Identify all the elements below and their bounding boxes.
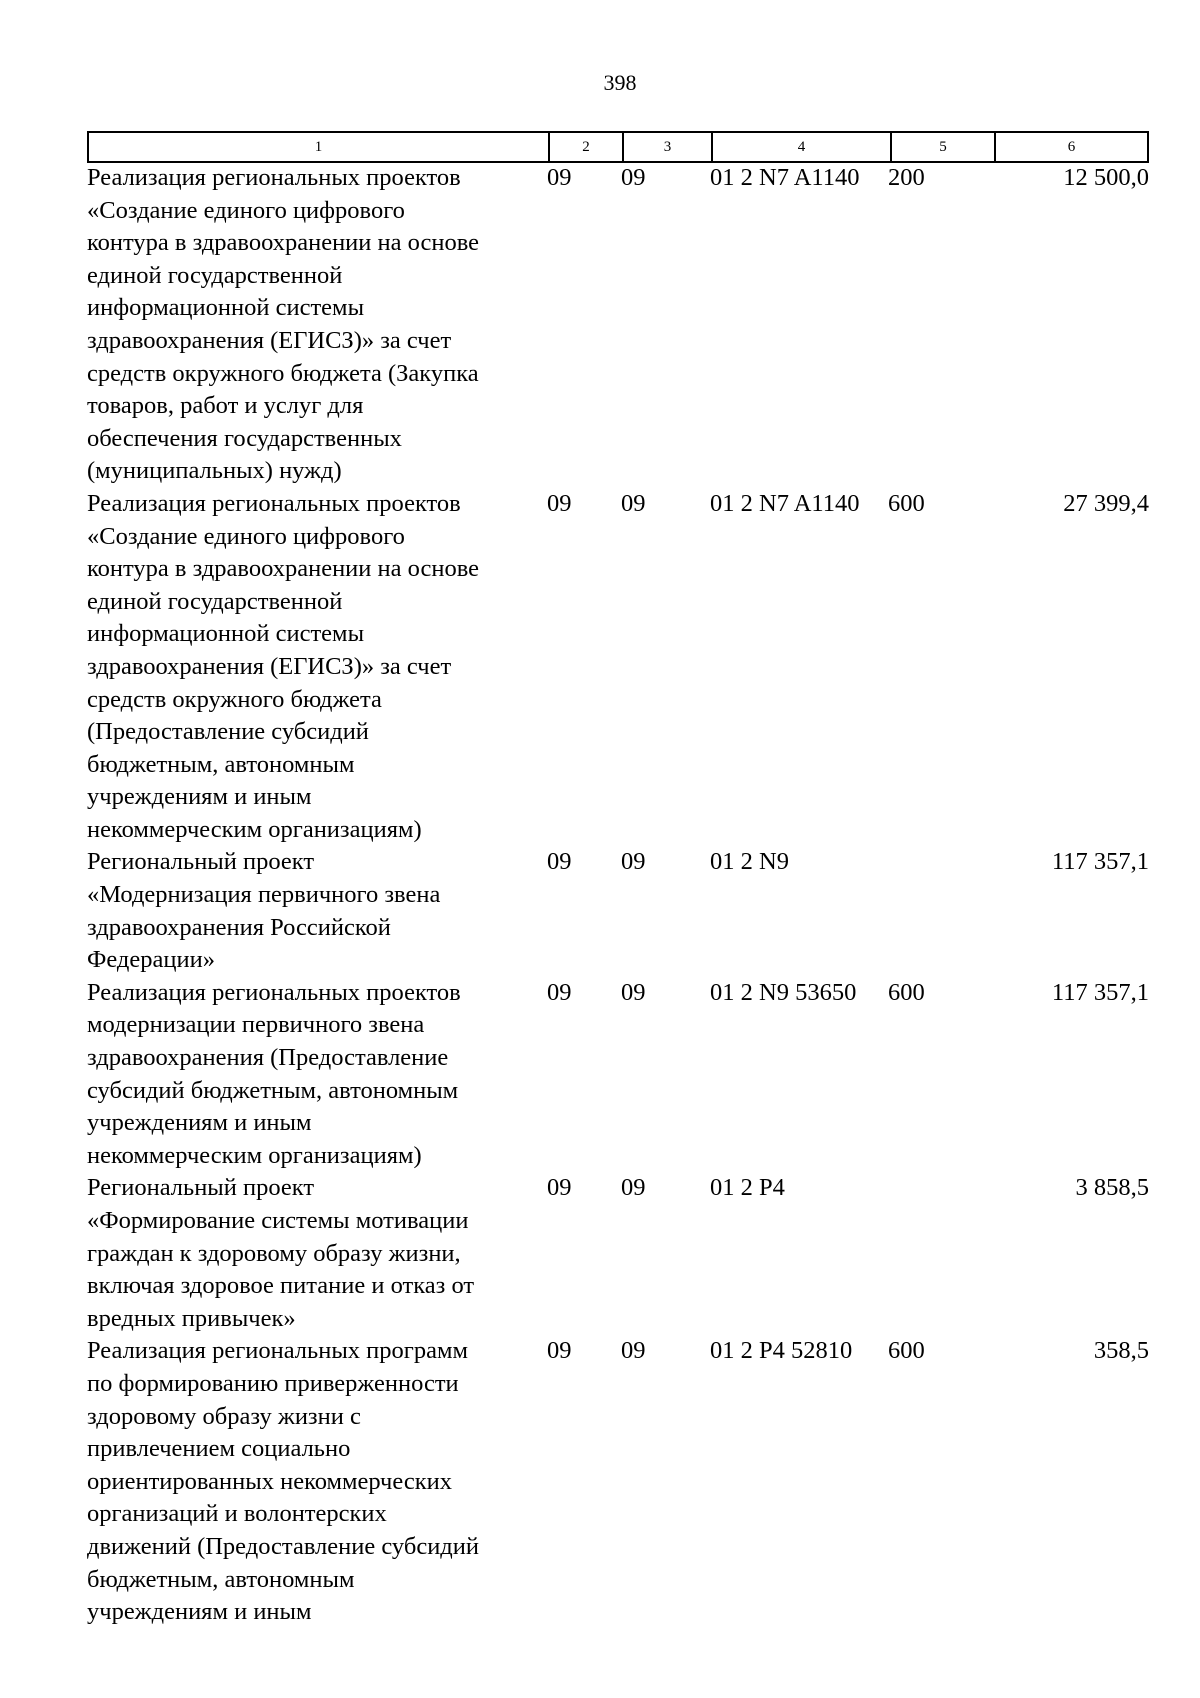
row-section-code: 09 [547, 164, 572, 191]
column-header-2: 2 [549, 132, 623, 162]
table-row [87, 846, 1149, 976]
row-description: Региональный проект «Модернизация первичного звена здравоохранения Российской Федерации» [87, 848, 441, 974]
column-header-1: 1 [88, 132, 549, 162]
table-row [87, 488, 1149, 847]
row-subsection-code: 09 [621, 978, 646, 1006]
row-target-article: 01 2 N9 53650 [710, 978, 857, 1006]
row-target-article: 01 2 N9 [710, 848, 789, 876]
row-amount: 27 399,4 [1063, 489, 1149, 517]
row-section-code: 09 [547, 1174, 572, 1202]
row-amount: 358,5 [1093, 1337, 1149, 1365]
row-expense-type: 600 [888, 978, 925, 1006]
row-target-article: 01 2 N7 A1140 [710, 489, 860, 517]
table-row [87, 162, 1149, 488]
row-amount: 3 858,5 [1075, 1174, 1149, 1202]
row-description: Реализация региональных программ по формированию приверженности здоровому образу жизни с привлечением социально ориентированных некоммерческих организаций и волонтерских движений (Предоставление субсидий бюджетным, автономным учреждениям и иным [87, 1337, 479, 1626]
row-expense-type: 200 [888, 164, 925, 191]
row-section-code: 09 [547, 489, 572, 517]
row-description: Реализация региональных проектов модернизации первичного звена здравоохранения (Предоставление субсидий бюджетным, автономным учреждениям и иным некоммерческим организациям) [87, 978, 461, 1169]
row-target-article: 01 2 P4 [710, 1174, 785, 1202]
row-section-code: 09 [547, 1337, 572, 1365]
row-amount: 117 357,1 [1051, 978, 1149, 1006]
page-number: 398 [603, 70, 637, 95]
column-header-4: 4 [712, 132, 891, 162]
column-header-row [87, 131, 1149, 163]
row-section-code: 09 [547, 978, 572, 1006]
column-header-3: 3 [623, 132, 712, 162]
row-subsection-code: 09 [621, 489, 646, 517]
row-amount: 117 357,1 [1051, 848, 1149, 876]
row-subsection-code: 09 [621, 1337, 646, 1365]
row-amount: 12 500,0 [1063, 164, 1149, 191]
table-row [87, 977, 1149, 1173]
row-description: Реализация региональных проектов «Создание единого цифрового контура в здравоохранении на основе единой государственной информационной системы здравоохранения (ЕГИСЗ)» за счет средств окружного бюджета (Предоставление субсидий бюджетным, автономным учреждениям и иным некоммерческим организациям) [87, 489, 480, 843]
row-target-article: 01 2 N7 A1140 [710, 164, 860, 191]
row-section-code: 09 [547, 848, 572, 876]
table-row [87, 1172, 1149, 1335]
column-header-6: 6 [995, 132, 1148, 162]
row-subsection-code: 09 [621, 1174, 646, 1202]
table-row [87, 1335, 1149, 1628]
row-subsection-code: 09 [621, 164, 646, 191]
row-description: Реализация региональных проектов «Создание единого цифрового контура в здравоохранении на основе единой государственной информационной системы здравоохранения (ЕГИСЗ)» за счет средств окружного бюджета (Закупка товаров, работ и услуг для обеспечения государственных (муниципальных) нужд) [87, 164, 480, 485]
row-expense-type: 600 [888, 489, 925, 517]
row-subsection-code: 09 [621, 848, 646, 876]
budget-table-body [87, 162, 1149, 1629]
row-description: Региональный проект «Формирование системы мотивации граждан к здоровому образу жизни, включая здоровое питание и отказ от вредных привычек» [87, 1174, 475, 1332]
row-expense-type: 600 [888, 1337, 925, 1365]
column-header-5: 5 [891, 132, 995, 162]
row-target-article: 01 2 P4 52810 [710, 1337, 853, 1365]
